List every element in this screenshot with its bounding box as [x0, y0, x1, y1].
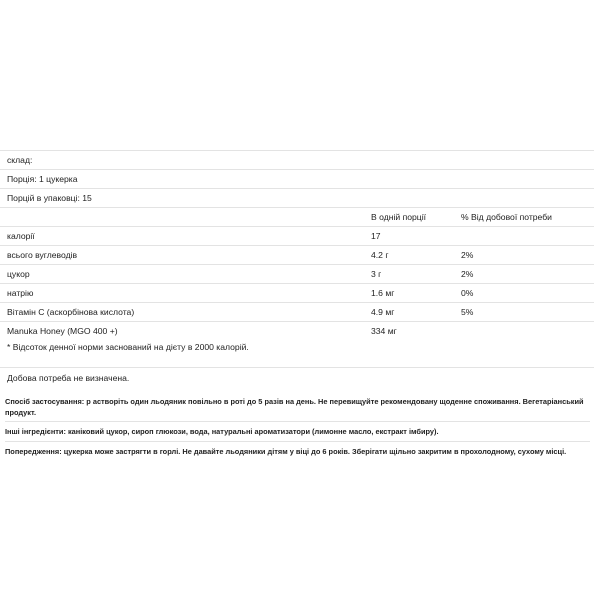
servings-per-container-row: [0, 188, 594, 207]
composition-label: склад:: [7, 155, 33, 165]
composition-row: [0, 150, 594, 169]
nutrient-amount: 334 мг: [371, 326, 397, 336]
nutrient-dv: 5%: [461, 307, 474, 317]
nutrient-name: всього вуглеводів: [7, 250, 78, 260]
table-header-row: [0, 207, 594, 226]
dv-column-header: % Від добової потреби: [461, 212, 552, 222]
nutrient-dv: 2%: [461, 269, 474, 279]
nutrient-name: натрію: [7, 288, 34, 298]
table-row: [0, 264, 594, 283]
usage-instructions: Спосіб застосування: р астворіть один льодяник повільно в роті до 5 разів на день. Не перевищуйте рекомендовану щоденне споживання. Вегетаріанський продукт.: [5, 396, 590, 422]
dv-not-established-row: [0, 367, 594, 388]
dv-not-established: Добова потреба не визначена.: [7, 373, 130, 383]
servings-per-container: Порцій в упаковці: 15: [7, 193, 92, 203]
nutrient-amount: 3 г: [371, 269, 382, 279]
nutrient-amount: 4.2 г: [371, 250, 389, 260]
nutrient-name: цукор: [7, 269, 30, 279]
nutrient-name: Вітамін C (аскорбінова кислота): [7, 307, 135, 317]
nutrient-amount: 4.9 мг: [371, 307, 395, 317]
footnote-row: [0, 340, 594, 357]
nutrient-dv: 0%: [461, 288, 474, 298]
nutrient-name: калорії: [7, 231, 35, 241]
serving-size: Порція: 1 цукерка: [7, 174, 78, 184]
amount-column-header: В одній порції: [371, 212, 426, 222]
spacer-row: [0, 357, 594, 367]
nutrient-amount: 17: [371, 231, 381, 241]
nutrient-amount: 1.6 мг: [371, 288, 395, 298]
nutrient-name: Manuka Honey (MGO 400 +): [7, 326, 118, 336]
table-row: [0, 226, 594, 245]
table-row: [0, 321, 594, 340]
nutrient-dv: 2%: [461, 250, 474, 260]
warning: Попередження: цукерка може застрягти в горлі. Не давайте льодяники дітям у віці до 6 років. Зберігати щільно закритим в прохолодному, сухому місці.: [5, 446, 567, 456]
supplement-facts-table: [0, 150, 594, 388]
table-row: [0, 302, 594, 321]
table-row: [0, 283, 594, 302]
product-notes: [5, 396, 590, 464]
table-row: [0, 245, 594, 264]
other-ingredients: Інші інгредієнти: каніковий цукор, сироп глюкози, вода, натуральні ароматизатори (лимонне масло, екстракт імбиру).: [5, 426, 590, 442]
serving-size-row: [0, 169, 594, 188]
dv-footnote: * Відсоток денної норми заснований на дієту в 2000 калорій.: [7, 342, 249, 352]
